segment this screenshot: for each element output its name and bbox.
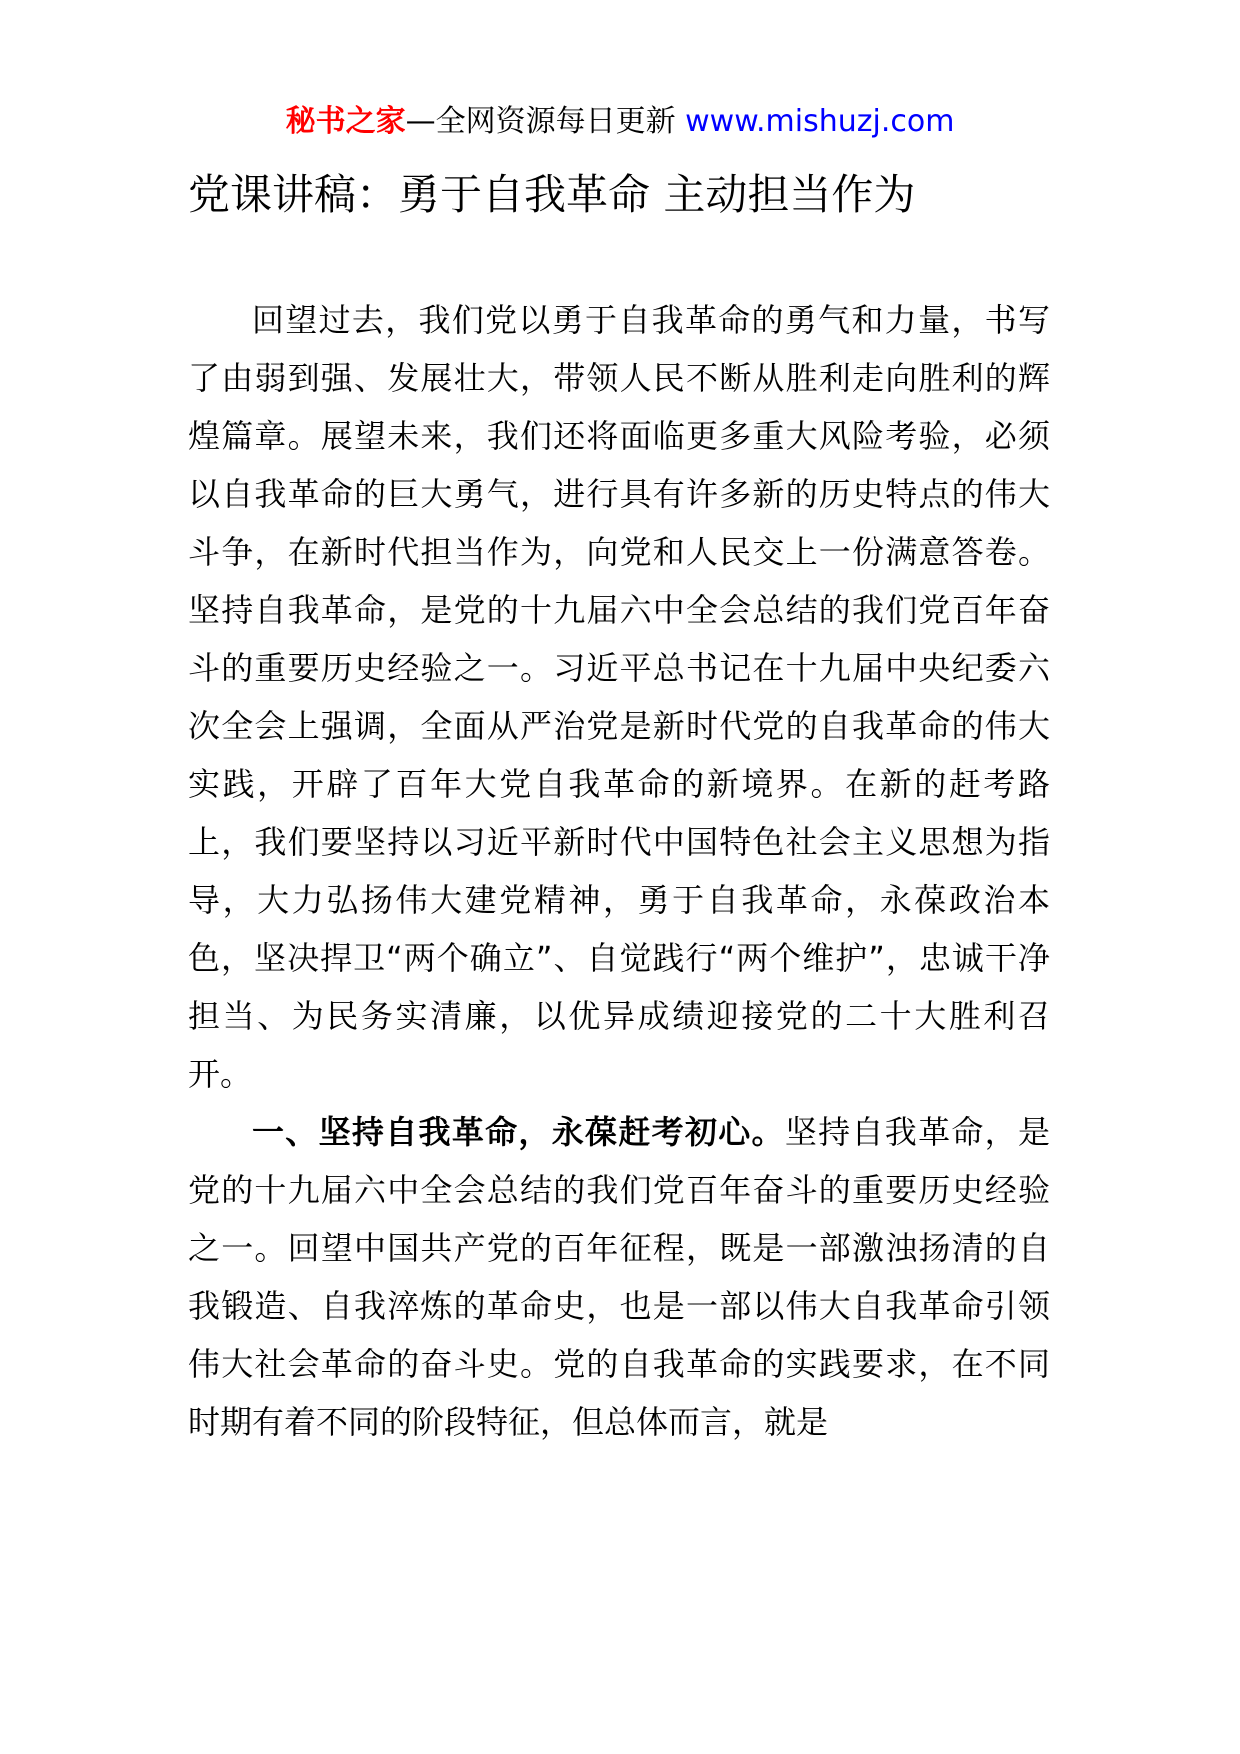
paragraph-section-one-text: 坚持自我革命，是党的十九届六中全会总结的我们党百年奋斗的重要历史经验之一。回望中国共产党的百年征程，既是一部激浊扬清的自我锻造、自我淬炼的革命史，也是一部以伟大自我革命引领伟大社会革命的奋斗史。党的自我革命的实践要求，在不同时期有着不同的阶段特征，但总体而言，就是 xyxy=(188,1113,1050,1441)
document-body xyxy=(188,291,1050,1451)
paragraph-intro-text: 回望过去，我们党以勇于自我革命的勇气和力量，书写了由弱到强、发展壮大，带领人民不断从胜利走向胜利的辉煌篇章。展望未来，我们还将面临更多重大风险考验，必须以自我革命的巨大勇气，进行具有许多新的历史特点的伟大斗争，在新时代担当作为，向党和人民交上一份满意答卷。坚持自我革命，是党的十九届六中全会总结的我们党百年奋斗的重要历史经验之一。习近平总书记在十九届中央纪委六次全会上强调，全面从严治党是新时代党的自我革命的伟大实践，开辟了百年大党自我革命的新境界。在新的赶考路上，我们要坚持以习近平新时代中国特色社会主义思想为指导，大力弘扬伟大建党精神，勇于自我革命，永葆政治本色，坚决捍卫“两个确立”、自觉践行“两个维护”，忠诚干净担当、为民务实清廉，以优异成绩迎接党的二十大胜利召开。 xyxy=(188,301,1050,1093)
paragraph-section-one xyxy=(188,1103,1050,1451)
site-tagline: —全网资源每日更新 xyxy=(405,104,676,139)
paragraph-intro xyxy=(188,291,1050,1103)
site-header xyxy=(0,100,1240,144)
site-url: www.mishuzj.com xyxy=(685,104,955,139)
section-heading: 一、坚持自我革命，永葆赶考初心。 xyxy=(252,1113,785,1151)
document-title: 党课讲稿：勇于自我革命 主动担当作为 xyxy=(188,170,916,219)
site-name: 秘书之家 xyxy=(285,104,406,139)
